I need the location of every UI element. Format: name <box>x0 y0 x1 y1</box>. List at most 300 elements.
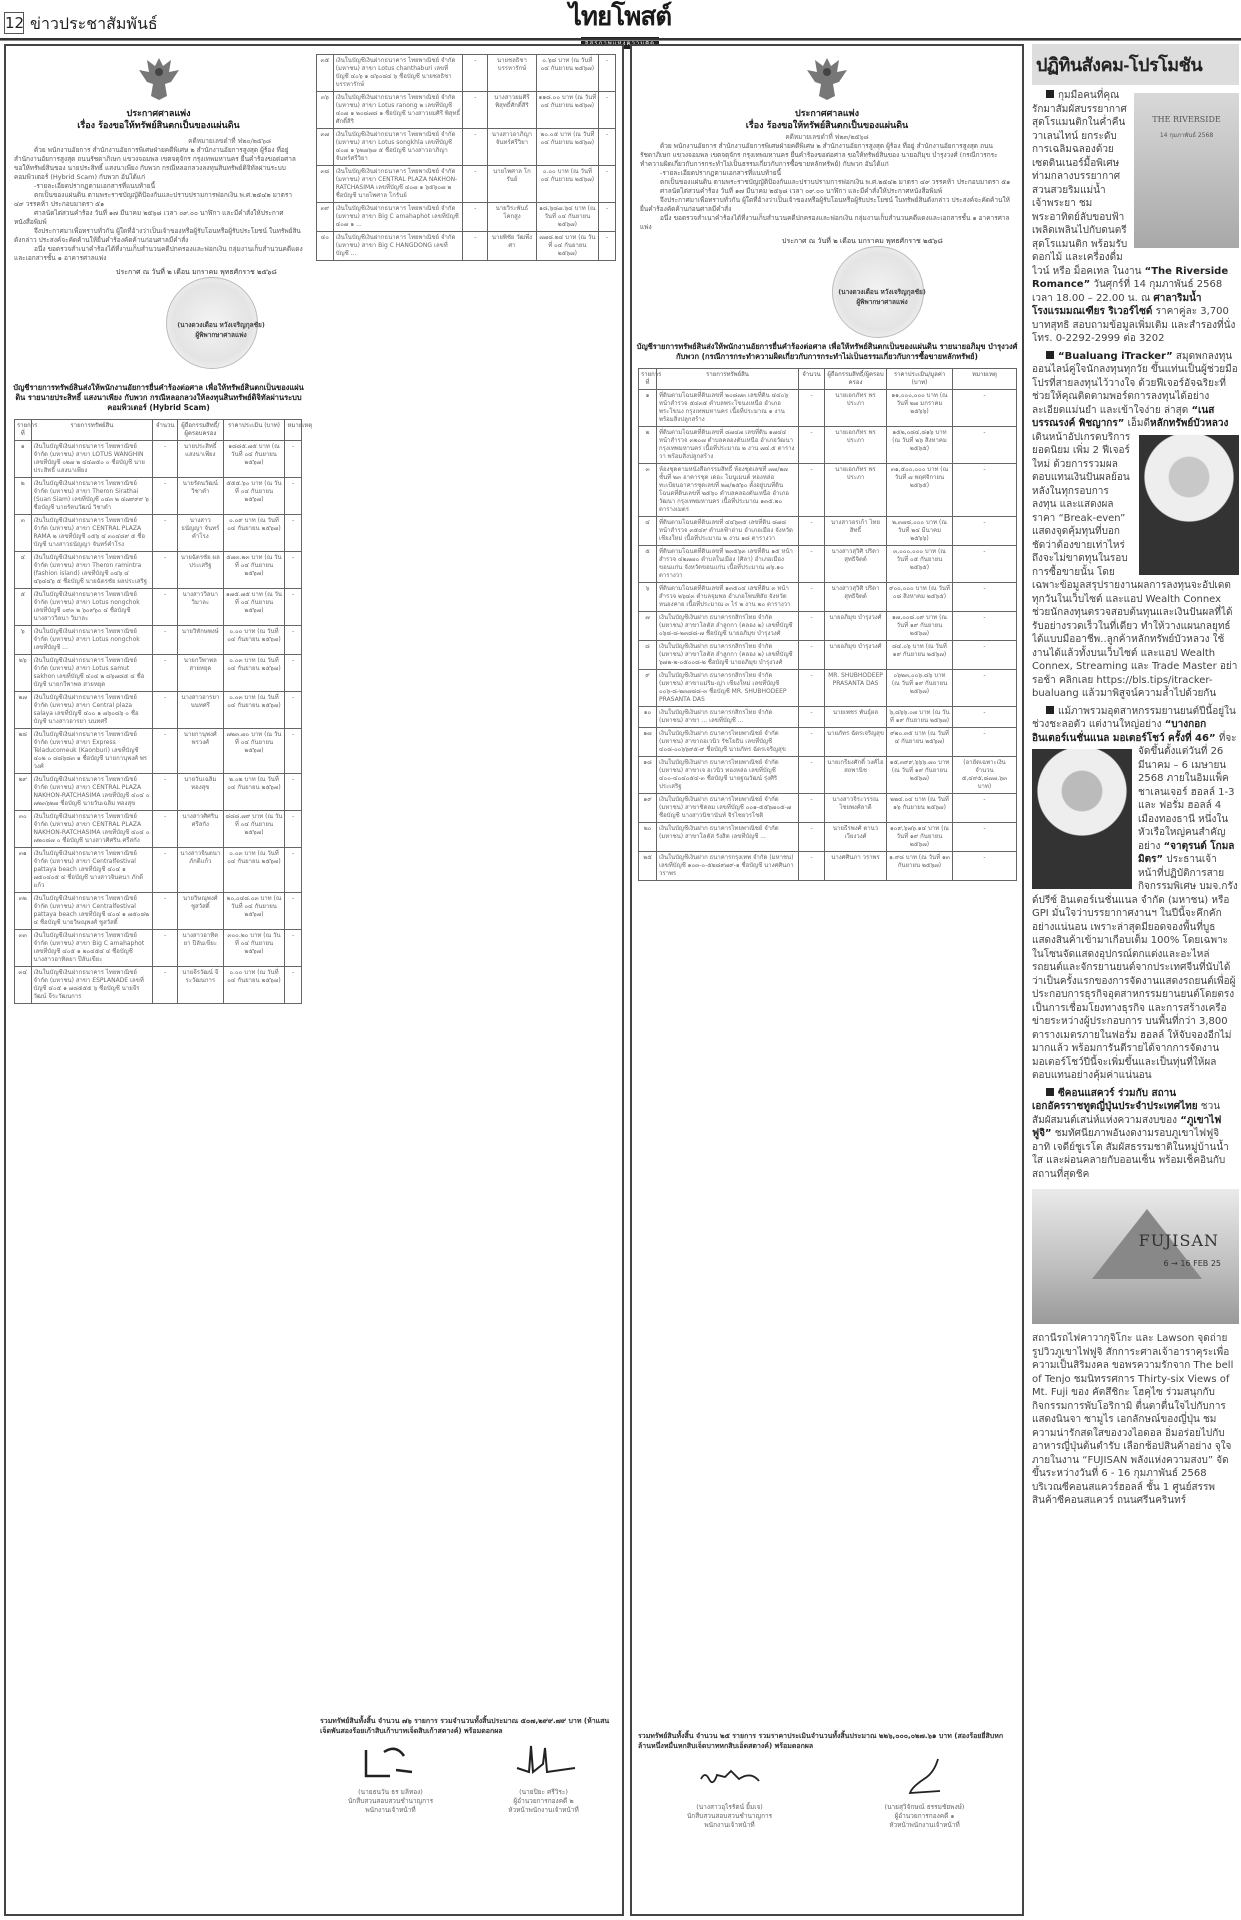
cell-owner: นายเอกภัทร พรประภา <box>825 427 887 464</box>
cell-no: ๒๖ <box>15 655 32 692</box>
col-header: จำนวน <box>153 420 178 441</box>
cell-qty: - <box>799 517 825 546</box>
col-header: ราคาประเมิน (บาท) <box>223 420 285 441</box>
signer-name: (นางสาวอุไรรัตน์ ยิ้มเจ) <box>696 1803 763 1811</box>
table-row <box>15 893 302 930</box>
cell-no: ๓๓ <box>15 930 32 967</box>
pr-text: แม้ภาพรวมอุตสาหกรรมยานยนต์ปีนี้อยู่ในช่วงชะลอตัว แต่งานใหญ่อย่าง <box>1032 705 1236 730</box>
pr-text: ชมทัศนียภาพอันงดงามรอบภูเขาไฟฟูจิ อาทิ เจดีย์ชูเรโต สัมผัสธรรมชาติในหมู่บ้านน้ำใส และผ่อนคลายกับออนเซ็น พร้อมเช็คอินกับสถานที่สุดชิค <box>1032 1128 1229 1180</box>
cell-owner: นายกวีพาพล สายหยุด <box>178 655 223 692</box>
cell-value: ๒๒๔.๐๔ บาท (ณ วันที่ ๑๖ กันยายน ๒๕๖๗) <box>887 794 953 823</box>
page-header <box>0 0 1241 42</box>
cell-note: - <box>953 464 1017 517</box>
pr-brand: “Bualuang iTracker” <box>1058 350 1173 362</box>
cell-qty: - <box>463 92 488 129</box>
signature-block <box>837 1757 1013 1830</box>
cell-owner: นายพิชัย วัฒพึ่งศา <box>488 232 536 261</box>
asset-table-right <box>638 368 1017 881</box>
signer-name: (นายสุวิจักษณ์ ธรรมชัยพงษ์) <box>884 1803 965 1811</box>
signature-icon <box>890 1757 960 1797</box>
cell-qty: - <box>153 626 178 655</box>
cell-no: ๒๗ <box>15 692 32 729</box>
cell-owner: นางสาววิลนา วิมาละ <box>178 589 223 626</box>
cell-note: - <box>285 441 302 478</box>
cell-value: ๐.๐๓ บาท (ณ วันที่ ๐๔ กันยายน ๒๕๖๗) <box>223 692 285 729</box>
table-header-row <box>639 369 1017 390</box>
cell-no: ๔ <box>639 517 657 546</box>
pr-text: เอ็มดี <box>1127 418 1151 429</box>
cell-no: ๓๒ <box>15 893 32 930</box>
pr-item-motorshow <box>1032 705 1239 1083</box>
case-ref: คดีหมายเลขดำที่ ฟ๒๓/๒๕๖๘ <box>785 133 869 141</box>
cell-no: ๒ <box>639 427 657 464</box>
cell-owner: นายธีรพงศ์ ตานวเวียงวงศ์ <box>825 823 887 852</box>
col-header: รายการทรัพย์สิน <box>657 369 799 390</box>
table-row <box>639 757 1017 794</box>
pr-text: เดินหน้าอัปเกรดบริการยอดนิยม เพิ่ม 2 ฟีเจอร์ใหม่ ด้วยการรวมผลตอบแทนเงินปันผลย้อนหลังในทุกรอบการลงทุน และแสดงผลราคา “Break-even” แสดงจุดคุ้มทุนที่บอกชัดว่าต้องขายเท่าไหร่ถึงจะไม่ขาดทุนในรอบการซื้อขายนั้น โดยเฉพาะข้อมูลสรุปรายงานผลการลงทุนจะอัปเดตทุกวันในเว็บไซต์ และแอป Wealth Connex ช่วยนักลงทุนตรวจสอบต้นทุนและเงินปันผลที่ได้รับอย่างรวดเร็วในที่เดียว ทำให้วางแผนกลยุทธ์ได้แบบมืออาชีพ..ลูกค้าหลักทรัพย์บัวหลวง ใช้งานได้แล้วทั้งบนเว็บไซต์ และแอป Wealth Connex, Streaming และ Trade Master อย่ารอช้า คลิกเลย https://bls.tips/itracker-bualuang แล้วมาพิสูจน์ความล้ำไปด้วยกัน <box>1032 431 1238 699</box>
cell-value: ๙๐๐,๐๐๐ บาท (ณ วันที่ ๐๘ สิงหาคม ๒๕๖๕) <box>887 583 953 612</box>
cell-note: - <box>285 692 302 729</box>
notice-left-col-b <box>314 46 622 1916</box>
cell-note: - <box>599 232 616 261</box>
judge-name: (นางดวงเดือน หวังเจริญกุลชัย) <box>177 321 265 329</box>
cell-item: เงินในบัญชีเงินฝาก ธนาคารกสิกรไทย จำกัด (มหาชน) สาขาโลตัส ลำลูกกา (คลอง ๒) เลขที่บัญชี ๖๗๒-๒-๐๕๐๐๘-๒ ชื่อบัญชี นายอภิมุข บำรุงวงศ์ <box>657 641 799 670</box>
notice-body-p3: ตกเป็นของแผ่นดิน ตามพระราชบัญญัติป้องกันและปราบปรามการฟอกเงิน พ.ศ.๒๕๔๒ มาตรา ๔๙ วรรคห้า ประกอบมาตรา ๕๑ <box>14 191 292 208</box>
cell-note: - <box>285 626 302 655</box>
signatures <box>314 1742 620 1815</box>
cell-qty: - <box>799 823 825 852</box>
cell-value: ๐.๐๙ บาท (ณ วันที่ ๐๔ กันยายน ๒๕๖๗) <box>223 515 285 552</box>
total-summary: รวมทรัพย์สินทั้งสิ้น จำนวน ๒๕ รายการ รวมราคาประเมินจำนวนทั้งสิ้นประมาณ ๒๒๖,๐๐๐,๐๒๗.๖๑ บาท (สองร้อยยี่สิบหกล้านหนึ่งหมื่นหกสิบเจ็ดบาทหกสิบเอ็ดสตางค์) พร้อมดอกผล <box>638 1732 1004 1750</box>
cell-item: เงินในบัญชีเงินฝาก ธนาคารกสิกรไทย จำกัด (มหาชน) สาขาโลตัส ลำลูกกา (คลอง ๒) เลขที่บัญชี ๐๖๘-๘-๒๓๘๘-๗ ชื่อบัญชี นายอภิมุข บำรุงวงศ์ <box>657 612 799 641</box>
cell-owner: นายชลธิชา บรรหารักษ์ <box>488 55 536 92</box>
cell-qty: - <box>153 893 178 930</box>
cell-value: ๑๘,๖๘๗.๖๔ บาท (ณ วันที่ ๐๔ กันยายน ๒๕๖๗) <box>536 203 599 232</box>
bullet-icon <box>1046 90 1054 98</box>
cell-value: ๐.๖๘ บาท (ณ วันที่ ๐๔ กันยายน ๒๕๖๗) <box>536 55 599 92</box>
cell-qty: - <box>153 848 178 893</box>
judge-name: (นางดวงเดือน หวังเจริญกุลชัย) <box>838 288 926 296</box>
cell-value: ๖,๘๖๖.๐๗ บาท (ณ วันที่ ๑๙ กันยายน ๒๕๖๗) <box>887 707 953 728</box>
cell-no: ๕ <box>639 546 657 583</box>
cell-item: เงินในบัญชีเงินฝาก ธนาคารไทยพาณิชย์ จำกัด (มหาชน) สาขาเจ อเวนิว ทองหล่อ เลขที่บัญชี ๔๐๐-๔๐๔๐๕๔-๓ ชื่อบัญชี นายฐณวัฒน์ รุ่งศิริประเสริฐ <box>657 757 799 794</box>
court-seal-block <box>6 263 311 383</box>
cell-note: - <box>285 552 302 589</box>
table-row <box>317 55 616 92</box>
cell-value: ๐.๐๐ บาท (ณ วันที่ ๐๔ กันยายน ๒๕๖๗) <box>536 166 599 203</box>
table-row <box>639 517 1017 546</box>
cell-note: - <box>953 517 1017 546</box>
cell-item: เงินในบัญชีเงินฝากธนาคาร ไทยพาณิชย์ จำกัด (มหาชน) สาขา Big C HANGDONG เลขที่บัญชี ... <box>333 232 463 261</box>
cell-note: - <box>599 129 616 166</box>
table-row <box>317 166 616 203</box>
garuda-emblem-icon <box>805 54 849 104</box>
cell-value: ๑๑,๐๐๐,๐๐๐ บาท (ณ วันที่ ๒๗ มกราคม ๒๕๖๖) <box>887 390 953 427</box>
riverside-poster-image <box>1134 93 1239 248</box>
cell-item: เงินในบัญชีเงินฝาก ธนาคารกสิกรไทย จำกัด (มหาชน) สาขาแม่ริม-ญ่า เชียงใหม่ เลขที่บัญชี ๐๐๖-๘-๒๓๗๘๘-๓ ชื่อบัญชี MR. SHUBHODEEP PRASANTA DAS <box>657 670 799 707</box>
cell-note: - <box>953 390 1017 427</box>
col-header: รายการที่ <box>15 420 32 441</box>
cell-value: ๑๑๘.๐๐ บาท (ณ วันที่ ๐๔ กันยายน ๒๕๖๗) <box>536 92 599 129</box>
cell-owner: นายวิทักษพงษ์ <box>178 626 223 655</box>
bullet-icon <box>1046 351 1054 359</box>
cell-note: - <box>599 203 616 232</box>
table-row <box>15 441 302 478</box>
cell-qty: - <box>463 232 488 261</box>
cell-qty: - <box>463 129 488 166</box>
pr-company: หลักทรัพย์บัวหลวง <box>1150 418 1229 429</box>
pr-person: “เนส บรรณรงค์ พิชญากร” <box>1032 404 1215 429</box>
cell-value: ๑๕,๓๙๙,๖๖๖.๗๐ บาท (ณ วันที่ ๑๙ กันยายน ๒๕๖๗) <box>887 757 953 794</box>
cell-note: - <box>953 612 1017 641</box>
cell-qty: - <box>463 203 488 232</box>
cell-note: - <box>953 794 1017 823</box>
cell-item: เงินในบัญชีเงินฝากธนาคาร ไทยพาณิชย์ จำกัด (มหาชน) สาขา Lotus songkhla เลขที่บัญชี ๔๐๗ ๑ ๖๒๗๖๗ ๕ ชื่อบัญชี นางสาวอาภิญา จันทร์ศรีวิยา <box>333 129 463 166</box>
notice-body-p6: อนึ่ง ขอตรวจสำเนาคำร้องได้ที่งานเก็บสำนวนคดีปกครองและฟอกเงิน กลุ่มงานเก็บสำนวนคดีแดงและเอกสารชั้น ๑ อาคารศาลแพ่ง <box>640 214 1010 231</box>
cell-note: - <box>953 707 1017 728</box>
cell-no: ๒๐ <box>639 823 657 852</box>
cell-item: เงินในบัญชีเงินฝากธนาคาร ไทยพาณิชย์ จำกัด (มหาชน) สาขา CENTRAL PLAZA NAKHON-RATCHASIMA เลขที่บัญชี ๔๐๗ ๑ ๖๕๖๐๗ ๒ ชื่อบัญชี นายไพศาล โกรันย์ <box>333 166 463 203</box>
cell-no: ๑ <box>639 390 657 427</box>
cell-owner: นายวันเฉลิม ทองสุข <box>178 774 223 811</box>
cell-owner: นายไพศาล โกรันย์ <box>488 166 536 203</box>
col-header: จำนวน <box>799 369 825 390</box>
poster-title: THE RIVERSIDE <box>1152 115 1221 124</box>
cell-value: ๘๘๘.๗๙ บาท (ณ วันที่ ๐๔ กันยายน ๒๕๖๗) <box>223 811 285 848</box>
cell-note: - <box>599 55 616 92</box>
cell-note: - <box>285 811 302 848</box>
table-row <box>15 552 302 589</box>
cell-note: - <box>285 848 302 893</box>
cell-value: ๓๐๐.๒๐ บาท (ณ วันที่ ๐๔ กันยายน ๒๕๖๗) <box>223 930 285 967</box>
cell-no: ๒๙ <box>15 774 32 811</box>
cell-owner: นายกานุพงศ์ พรวงศ์ <box>178 729 223 774</box>
cell-qty: - <box>799 757 825 794</box>
cell-no: ๒ <box>15 478 32 515</box>
notice-title: ประกาศศาลแพ่ง <box>126 109 191 119</box>
signatures <box>632 1757 1022 1830</box>
table-row <box>15 589 302 626</box>
pr-heading: ปฏิทินสังคม-โปรโมชัน <box>1032 44 1239 85</box>
col-header: รายการทรัพย์สิน <box>31 420 153 441</box>
pr-text: สมุดพกลงทุนออนไลน์คู่ใจนักลงทุนทุกวัย ขึ้นแท่นเป็นผู้ช่วยมือโปรที่สายลงทุนไว้วางใจ ด้วยฟีเจอร์อัจฉริยะที่ช่วยให้คุณติดตามพอร์ตการลงทุนได้อย่างละเอียดแม่นยำ และเข้าใจง่าย ล่าสุด <box>1032 350 1238 416</box>
pr-item-bualuang <box>1032 350 1239 701</box>
cell-note: - <box>953 427 1017 464</box>
cell-value: ๒๐.๐๕ บาท (ณ วันที่ ๐๔ กันยายน ๒๕๖๗) <box>536 129 599 166</box>
cell-value: ๕๗๓.๒๓ บาท (ณ วันที่ ๐๔ กันยายน ๒๕๖๗) <box>223 552 285 589</box>
asset-table-left-a <box>14 419 313 1004</box>
signer-name: (นายปิยะ ศรีวิระ) <box>519 1788 568 1796</box>
cell-qty: - <box>153 515 178 552</box>
cell-no: ๔๐ <box>317 232 334 261</box>
cell-qty: - <box>153 692 178 729</box>
table-row <box>639 612 1017 641</box>
notice-subject: เรื่อง ร้องขอให้ทรัพย์สินตกเป็นของแผ่นดิน <box>745 121 909 131</box>
col-header: หมายเหตุ <box>953 369 1017 390</box>
cell-qty: - <box>153 811 178 848</box>
cell-item: เงินในบัญชีเงินฝากธนาคาร ไทยพาณิชย์ จำกัด (มหาชน) สาขา Lotus ranong ๒ เลขที่บัญชี ๔๐๗ ๑ ๒๐๘๗๘ ๑ ชื่อบัญชี นางสาวยมศิรี พิสุทธิ์ศักดิ์สิริ <box>333 92 463 129</box>
announce-date: ประกาศ ณ วันที่ ๒ เดือน มกราคม พุทธศักราช ๒๕๖๘ <box>782 237 943 245</box>
cell-qty: - <box>153 930 178 967</box>
cell-owner: นางสาวธนัญญา จันทร์คำโรง <box>178 515 223 552</box>
cell-item: เงินในบัญชีเงินฝาก ธนาคารไทยพาณิชย์ จำกัด (มหาชน) สาขาชิดลม เลขที่บัญชี ๐๐๑-๕๕๖๗๐๕-๗ ชื่อบัญชี นางสาวนิชานันท์ จิรไชยวรโชติ <box>657 794 799 823</box>
cell-item: เงินในบัญชีเงินฝากธนาคาร ไทยพาณิชย์ จำกัด (มหาชน) สาขา LOTUS WANGHIN เลขที่บัญชี ๐๒๗ ๒ ๔๔๗๕๐ ๐ ชื่อบัญชี นายประสิทธิ์ แสงนาเพียง <box>31 441 153 478</box>
signer-title: นักสืบสวนสอบสวนชำนาญการ <box>347 1797 434 1805</box>
cell-qty: - <box>153 589 178 626</box>
notice-left-col-a <box>6 46 311 1916</box>
cell-note: - <box>285 729 302 774</box>
cell-qty: - <box>153 729 178 774</box>
table-row <box>639 583 1017 612</box>
cell-item: เงินในบัญชีเงินฝาก ธนาคารไทยพาณิชย์ จำกัด (มหาชน) สาขาโลตัส รังสิต เลขที่บัญชี ... <box>657 823 799 852</box>
cell-item: ที่ดินตามโฉนดที่ดินเลขที่ ๘๗๔๗ เลขที่ดิน ๑๗๔๔ หน้าสำรวจ ๓๒๐๗ ตำบลคลองตันเหนือ อำเภอวัฒนา กรุงเทพมหานคร เนื้อที่ประมาณ ๒ งาน ๗๔.๕ ตารางวา พร้อมสิ่งปลูกสร้าง <box>657 427 799 464</box>
cell-qty: - <box>799 641 825 670</box>
cell-owner: นายประสิทธิ์ แสงนาเพียง <box>178 441 223 478</box>
cell-no: ๓๕ <box>317 55 334 92</box>
cell-note: - <box>953 823 1017 852</box>
announce-date: ประกาศ ณ วันที่ ๒ เดือน มกราคม พุทธศักราช ๒๕๖๘ <box>116 268 277 276</box>
cell-qty: - <box>463 166 488 203</box>
cell-owner: นายเพชร พันธุ์ผล <box>825 707 887 728</box>
cell-note: - <box>285 589 302 626</box>
signer-name: (นายธนวัน ธร มลิทอง) <box>358 1788 423 1796</box>
cell-no: ๑๐ <box>639 707 657 728</box>
asset-list-title: บัญชีรายการทรัพย์สินส่งให้พนักงานอัยการยื่นคำร้องต่อศาล เพื่อให้ทรัพย์สินตกเป็นของแผ่นดิน รายนายอภิมุข บำรุงวงศ์ กับพวก (กรณีการกระทำความผิดเกี่ยวกับการกระทำไม่เป็นธรรมเกี่ยวกับการซื้อขายหลักทรัพย์) <box>636 342 1018 361</box>
cell-item: เงินในบัญชีเงินฝากธนาคาร ไทยพาณิชย์ จำกัด (มหาชน) สาขา Centralfestival pattaya beach เลขที่บัญชี ๔๐๔ ๑ ๗๕๐๘๒ ๔ ชื่อบัญชี นายวิษณุพงศ์ ชูสวัสดิ์ <box>31 893 153 930</box>
cell-note: - <box>953 546 1017 583</box>
table-row <box>639 707 1017 728</box>
col-header: รายการที่ <box>639 369 657 390</box>
cell-qty: - <box>799 464 825 517</box>
judge-title: ผู้พิพากษาศาลแพ่ง <box>856 298 908 306</box>
table-row <box>639 546 1017 583</box>
cell-owner: นายรัตนวัฒน์ วิชาดำ <box>178 478 223 515</box>
table-row <box>317 203 616 232</box>
cell-qty: - <box>153 774 178 811</box>
cell-owner: นายฉัตรชัย ผลประเสริฐ <box>178 552 223 589</box>
cell-no: ๑๘ <box>639 757 657 794</box>
total-summary: รวมทรัพย์สินทั้งสิ้น จำนวน ๗๖ รายการ รวมจำนวนทั้งสิ้นประมาณ ๕๐๗,๒๙๙.๗๙ บาท (ห้าแสนเจ็ดพันสองร้อยเก้าสิบเก้าบาทเจ็ดสิบเก้าสตางค์) พร้อมดอกผล <box>320 1717 610 1735</box>
cell-no: ๖ <box>639 583 657 612</box>
pr-venue: ศาลาริมน้ำ โรงแรมมณเฑียร ริเวอร์ไซด์ <box>1032 292 1202 317</box>
cell-item: เงินในบัญชีเงินฝากธนาคาร ไทยพาณิชย์ จำกัด (มหาชน) สาขา Theron ramintra (fashion island) เลขที่บัญชี ๐๔๖ ๔ ๔๖๔๔๖ ๕ ชื่อบัญชี นายฉัตรชัย ผลประเสริฐ <box>31 552 153 589</box>
cell-item: เงินในบัญชีเงินฝากธนาคาร ไทยพาณิชย์ จำกัด (มหาชน) สาขา Lotus chanthaburi เลขที่บัญชี ๔๐๖ ๑ ๘๖๐๘๔ ๖ ชื่อบัญชี นายชลธิชา บรรหารักษ์ <box>333 55 463 92</box>
col-header: ผู้ถือกรรมสิทธิ์/ผู้ครอบครอง <box>178 420 223 441</box>
cell-item: ห้องชุดตามหนังสือกรรมสิทธิ์ ห้องชุดเลขที่ ๗๗/๒๗ ชั้นที่ ๒๓ อาคารชุด เดอะ โมนูเมนต์ ทองหล่อ ทะเบียนอาคารชุดเลขที่ ๒๗/๒๕๖๐ ตั้งอยู่บนที่ดินโฉนดที่ดินเลขที่ ๒๕๖๐ ตำบลคลองตันเหนือ อำเภอวัฒนา กรุงเทพมหานคร เนื้อที่ประมาณ ๑๓๕.๒๐ ตารางเมตร <box>657 464 799 517</box>
cell-owner: นายจีรวัฒน์ จีระวัฒนการ <box>178 967 223 1004</box>
table-row <box>639 794 1017 823</box>
cell-qty: - <box>799 707 825 728</box>
cell-item: เงินในบัญชีเงินฝากธนาคาร ไทยพาณิชย์ จำกัด (มหาชน) สาขา Centralfestival pattaya beach เลขที่บัญชี ๔๐๔ ๑ ๗๕๐๔๐๕ ๔ ชื่อบัญชี นางสาวจินตนา ภักดีแก้ว <box>31 848 153 893</box>
cell-value: ๙๒๐.๓๕ บาท (ณ วันที่ ๔ กันยายน ๒๕๖๗) <box>887 728 953 757</box>
pr-text: วันศุกร์ที่ 14 กุมภาพันธ์ 2568 เวลา 18.00 – 22.00 น. ณ <box>1032 279 1223 304</box>
fujisan-event-image <box>1032 1189 1239 1324</box>
signer-role: หัวหน้าพนักงานเจ้าหน้าที่ <box>889 1821 960 1829</box>
cell-no: ๓๙ <box>317 203 334 232</box>
cell-no: ๔ <box>15 552 32 589</box>
pr-text: ราคาคู่ละ 3,700 บาทสุทธิ สอบถามข้อมูลเพิ่มเติม และสำรองที่นั่ง โทร. 0-2292-2999 ต่อ 3202 <box>1032 306 1236 344</box>
court-seal-block <box>632 232 1022 342</box>
table-row <box>639 728 1017 757</box>
table-row <box>639 464 1017 517</box>
cell-value: ๑๐๙,๖๗๖.๑๔ บาท (ณ วันที่ ๑๙ กันยายน ๒๕๖๗) <box>887 823 953 852</box>
cell-value: ๑๗๕.๗๕ บาท (ณ วันที่ ๐๔ กันยายน ๒๕๖๗) <box>223 589 285 626</box>
table-row <box>15 774 302 811</box>
cell-qty: - <box>799 794 825 823</box>
cell-note: - <box>953 583 1017 612</box>
cell-no: ๒๕ <box>639 852 657 881</box>
cell-item: เงินในบัญชีเงินฝากธนาคาร ไทยพาณิชย์ จำกัด (มหาชน) สาขา CENTRAL PLAZA RAMA ๒ เลขที่บัญชี ๐๕๖ ๔ ๓๐๔๘๙ ๕ ชื่อบัญชี นางสาวธนัญญา จันทร์คำโรง <box>31 515 153 552</box>
cell-owner: นางสาวจินตนา ภักดีแก้ว <box>178 848 223 893</box>
cell-value: ๕๕๕.๖๐ บาท (ณ วันที่ ๐๔ กันยายน ๒๕๖๗) <box>223 478 285 515</box>
cell-item: เงินในบัญชีเงินฝากธนาคาร ไทยพาณิชย์ จำกัด (มหาชน) สาขา Big C amahaphot เลขที่บัญชี ๔๐๕ ๑ ๒๐๔๕๔ ๔ ชื่อบัญชี นางสาวอาทิตยา ปีลันเขียะ <box>31 930 153 967</box>
cell-owner: นายวิษณุพงศ์ ชูสวัสดิ์ <box>178 893 223 930</box>
section-title: ข่าวประชาสัมพันธ์ <box>30 14 158 33</box>
cell-owner: นางสาวอาทิตยา ปีลันเขียะ <box>178 930 223 967</box>
cell-value: ๐.๐๓ บาท (ณ วันที่ ๐๔ กันยายน ๒๕๖๗) <box>223 848 285 893</box>
pr-item-fujisan <box>1032 1087 1239 1508</box>
cell-item: เงินในบัญชีเงินฝากธนาคาร ไทยพาณิชย์ จำกัด (มหาชน) สาขา Lotus nongchok เลขที่บัญชี ๐๙๓ ๒ ๖๐๙๖๐ ๔ ชื่อบัญชี นางสาววิลนา วิมาละ <box>31 589 153 626</box>
notice-body-p6: อนึ่ง ขอตรวจสำเนาคำร้องได้ที่งานเก็บสำนวนคดีปกครองและฟอกเงิน กลุ่มงานเก็บสำนวนคดีแดงและเอกสารชั้น ๑ อาคารศาลแพ่ง <box>14 245 303 262</box>
cell-qty: - <box>799 728 825 757</box>
cell-item: เงินในบัญชีเงินฝากธนาคาร ไทยพาณิชย์ จำกัด (มหาชน) สาขา Express Teladucomeuk (Kaonburi) เลขที่บัญชี ๔๐๒ ๐ ๘๘๖๘๓ ๑ ชื่อบัญชี นายกานุพงศ์ พรวงศ์ <box>31 729 153 774</box>
cell-value: ๐.๐๐ บาท (ณ วันที่ ๐๔ กันยายน ๒๕๖๗) <box>223 626 285 655</box>
signer-title: ผู้อำนวยการกองคดี ๑ <box>894 1812 955 1820</box>
cell-item: เงินในบัญชีเงินฝาก ธนาคารไทยพาณิชย์ จำกัด (มหาชน) สาขาถอเวนิว รัชโยธิน เลขที่บัญชี ๔๐๘-๐๐๖๖๙๕-๙ ชื่อบัญชี นายภัทร ฉัตรเจริญสุข <box>657 728 799 757</box>
cell-owner: นางสาวอาภิญา จันทร์ศรีวิยา <box>488 129 536 166</box>
cell-value: ๑๘๘๕.๗๕ บาท (ณ วันที่ ๐๔ กันยายน ๒๕๖๗) <box>223 441 285 478</box>
cell-qty: - <box>153 967 178 1004</box>
pr-event: “The Riverside Romance” <box>1032 265 1229 290</box>
cell-item: เงินในบัญชีเงินฝาก ธนาคารกรุงเทพ จำกัด (มหาชน) เลขที่บัญชี ๑๐๓-๐-๕๒๘๙๗๙-๑ ชื่อบัญชี นางศศินภา วราพร <box>657 852 799 881</box>
cell-value: ๗๗๘.๒๔ บาท (ณ วันที่ ๐๔ กันยายน ๒๕๖๗) <box>536 232 599 261</box>
table-row <box>15 729 302 774</box>
cell-owner: นายภัทร ฉัตรเจริญสุข <box>825 728 887 757</box>
signer-title: ผู้อำนวยการกองคดี ๒ <box>513 1797 574 1805</box>
cell-no: ๓๗ <box>317 129 334 166</box>
signer-role: หัวหน้าพนักงานเจ้าหน้าที่ <box>508 1806 579 1814</box>
signer-role: พนักงานเจ้าหน้าที่ <box>365 1806 416 1814</box>
notice-left <box>4 44 624 1916</box>
col-header: ผู้ถือกรรมสิทธิ์/ผู้ครอบครอง <box>825 369 887 390</box>
cell-no: ๖ <box>15 626 32 655</box>
pr-person: “จาตุรนต์ โกมลมิตร” <box>1138 840 1235 865</box>
garuda-emblem-icon <box>137 54 181 104</box>
cell-item: เงินในบัญชีเงินฝากธนาคาร ไทยพาณิชย์ จำกัด (มหาชน) สาขา Lotus samut sakhon เลขที่บัญชี ๔๐๔ ๒ ๘๖๗๘๕ ๔ ชื่อบัญชี นายกวีพาพล สายหยุด <box>31 655 153 692</box>
cell-item: เงินในบัญชีเงินฝากธนาคาร ไทยพาณิชย์ จำกัด (มหาชน) สาขา CENTRAL PLAZA NAKHON-RATCHASIMA เลขที่บัญชี ๔๐๔ ๐ ๗๒๓๖๒๗ ชื่อบัญชี นายวันเฉลิม ทองสุข <box>31 774 153 811</box>
judge-title: ผู้พิพากษาศาลแพ่ง <box>195 331 247 339</box>
cell-value: ๐.๐๓ บาท (ณ วันที่ ๐๔ กันยายน ๒๕๖๗) <box>223 655 285 692</box>
notice-body-p3: ตกเป็นของแผ่นดิน ตามพระราชบัญญัติป้องกันและปราบปรามการฟอกเงิน พ.ศ.๒๕๔๒ มาตรา ๔๙ วรรคห้า ประกอบมาตรา ๕๑ <box>660 178 1011 186</box>
cell-qty: - <box>799 612 825 641</box>
newspaper-logo <box>550 2 690 49</box>
signature-block <box>322 1742 460 1815</box>
cell-value: ๑๕๒,๐๘๔,๘๑๖ บาท (ณ วันที่ ๒๖ สิงหาคม ๒๕๖๕) <box>887 427 953 464</box>
cell-qty: - <box>463 55 488 92</box>
table-row <box>639 427 1017 464</box>
notice-body-p4: ศาลนัดไต่สวนคำร้อง วันที่ ๑๗ มีนาคม ๒๕๖๘ เวลา ๐๙.๐๐ นาฬิกา และมีคำสั่งให้ประกาศหนังสือพิมพ์ <box>14 209 284 226</box>
executive-photo <box>1032 749 1132 889</box>
cell-note: - <box>285 893 302 930</box>
bullet-icon <box>1046 1088 1054 1096</box>
signature-icon <box>695 1757 765 1797</box>
table-row <box>15 626 302 655</box>
notice-body-p1: ด้วย พนักงานอัยการ สำนักงานอัยการพิเศษฝ่ายคดีพิเศษ ๒ สำนักงานอัยการสูงสุด ผู้ร้อง ที่อยู่ สำนักงานอัยการสูงสุด ถนนรัชดาภิเษก แขวงจอมพล เขตจตุจักร กรุงเทพมหานคร ยื่นคำร้องขอต่อศาล ขอให้ทรัพย์สินของ นายอภิมุข บำรุงวงศ์ (กรณีการกระทำความผิดเกี่ยวกับการกระทำไม่เป็นธรรมเกี่ยวกับการซื้อขายหลักทรัพย์) กับพวก อันได้แก่ <box>640 142 998 168</box>
case-ref: คดีหมายเลขดำที่ ฟ๒๐/๒๕๖๘ <box>188 137 271 145</box>
table-header-row <box>15 420 302 441</box>
col-header: ราคาประเมิน/มูลค่า (บาท) <box>887 369 953 390</box>
table-row <box>15 478 302 515</box>
notice-body-p5: จึงประกาศมาเพื่อทราบทั่วกัน ผู้ใดที่อ้างว่าเป็นเจ้าของหรือผู้รับโอนหรือผู้รับประโยชน์ ในทรัพย์สินดังกล่าว ประสงค์จะคัดค้านให้ยื่นคำร้องคัดค้านก่อนศาลมีคำสั่ง <box>14 227 301 244</box>
cell-no: ๙ <box>639 670 657 707</box>
cell-no: ๓๖ <box>317 92 334 129</box>
signer-title: นักสืบสวนสอบสวนชำนาญการ <box>686 1812 773 1820</box>
cell-qty: - <box>153 552 178 589</box>
cell-qty: - <box>153 441 178 478</box>
cell-value: ๓๑,๕๐๐,๐๐๐ บาท (ณ วันที่ ๗ พฤศจิกายน ๒๕๖๕) <box>887 464 953 517</box>
cell-qty: - <box>799 427 825 464</box>
pr-item-riverside <box>1032 89 1239 346</box>
cell-note: - <box>285 655 302 692</box>
notice-title: ประกาศศาลแพ่ง <box>794 109 859 119</box>
cell-note: - <box>953 641 1017 670</box>
cell-note: - <box>285 967 302 1004</box>
cell-note: - <box>953 852 1017 881</box>
cell-note: - <box>599 92 616 129</box>
cell-no: ๒๘ <box>15 729 32 774</box>
cell-item: ที่ดินตามโฉนดที่ดินเลขที่ ๑๓๕๐๔ เลขที่ดิน ๓ หน้าสำรวจ ๒๖๔๓ ตำบลจุมพล อำเภอโพนพิสัย จังหวัดหนองคาย เนื้อที่ประมาณ ๓ ไร่ ๒ งาน ๒๐ ตารางวา <box>657 583 799 612</box>
cell-no: ๓๘ <box>317 166 334 203</box>
pr-event: “ภูเขาไฟฟูจิ” <box>1032 1114 1222 1139</box>
cell-note: - <box>953 728 1017 757</box>
cell-qty: - <box>153 478 178 515</box>
signature-block <box>642 1757 818 1830</box>
fujisan-dates: 6 → 16 FEB 25 <box>1163 1259 1221 1268</box>
cell-item: เงินในบัญชีเงินฝากธนาคาร ไทยพาณิชย์ จำกัด (มหาชน) สาขา CENTRAL PLAZA NAKHON-RATCHASIMA เลขที่บัญชี ๔๐๔ ๐ ๗๒๐๘๗ ๐ ชื่อบัญชี นางสาวศิศริน ศรีสกัง <box>31 811 153 848</box>
cell-no: ๑๗ <box>639 728 657 757</box>
table-row <box>15 515 302 552</box>
cell-item: เงินในบัญชีเงินฝากธนาคาร ไทยพาณิชย์ จำกัด (มหาชน) สาขา Big C amahaphot เลขที่บัญชี ๔๐๗ ๑ ... <box>333 203 463 232</box>
cell-qty: - <box>799 583 825 612</box>
cell-item: เงินในบัญชีเงินฝากธนาคาร ไทยพาณิชย์ จำกัด (มหาชน) สาขา Lotus nongchok เลขที่บัญชี ... <box>31 626 153 655</box>
table-row <box>639 641 1017 670</box>
notice-body-p5: จึงประกาศมาเพื่อทราบทั่วกัน ผู้ใดที่อ้างว่าเป็นเจ้าของหรือผู้รับโอนหรือผู้รับประโยชน์ ในทรัพย์สินดังกล่าว ประสงค์จะคัดค้านให้ยื่นคำร้องคัดค้านก่อนศาลมีคำสั่ง <box>640 196 1010 213</box>
cell-no: ๘ <box>639 641 657 670</box>
cell-value: ๘๔.๐๖ บาท (ณ วันที่ ๑๙ กันยายน ๒๕๖๗) <box>887 641 953 670</box>
pr-text: ที่จะจัดขึ้นตั้งแต่วันที่ 26 มีนาคม – 6 เมษายน 2568 ภายในอิมแพ็ค ชาเลนเจอร์ ฮอลล์ 1-3 และ ฟอรั่ม ฮอลล์ 4 เมืองทองธานี หนึ่งในหัวเรือใหญ่คนสำคัญอย่าง <box>1138 732 1237 852</box>
cell-value: ๓,๐๐๐,๐๐๐ บาท (ณ วันที่ ๐๕ กันยายน ๒๕๖๕) <box>887 546 953 583</box>
cell-value: ๑๗,๐๐๘.๐๙ บาท (ณ วันที่ ๑๙ กันยายน ๒๕๖๗) <box>887 612 953 641</box>
cell-note: - <box>285 930 302 967</box>
table-row <box>639 390 1017 427</box>
table-row <box>639 670 1017 707</box>
cell-owner: นางสาวจิระวรรณ ไชยพงศ์ลาดี <box>825 794 887 823</box>
logo-text: ไทยโพสต์ <box>568 1 672 31</box>
notice-subject: เรื่อง ร้องขอให้ทรัพย์สินตกเป็นของแผ่นดิน <box>77 121 240 131</box>
pr-org: ซีคอนแสควร์ ร่วมกับ สถานเอกอัครราชทูตญี่ปุ่นประจำประเทศไทย <box>1032 1087 1198 1112</box>
cell-item: ที่ดินตามโฉนดที่ดินเลขที่ ๒๐๘๗๓ เลขที่ดิน ๔๔๐๖ หน้าสำรวจ ๕๔๓๕ ตำบลพระโขนงเหนือ อำเภอพระโขนง กรุงเทพมหานคร เนื้อที่ประมาณ ๑ งาน พร้อมสิ่งปลูกสร้าง <box>657 390 799 427</box>
cell-value: ๒.๐๒ บาท (ณ วันที่ ๐๔ กันยายน ๒๕๖๗) <box>223 774 285 811</box>
notice-body-p2: -รายละเอียดปรากฏตามเอกสารที่แนบท้ายนี้ <box>660 169 782 177</box>
pr-text: กุมมือคนที่คุณรักมาสัมผัสบรรยากาศสุดโรแมนติกในค่ำคืนวาเลนไทน์ ยกระดับการเฉลิมฉลองด้วยเซตดินเนอร์มื้อพิเศษ ท่ามกลางบรรยากาศสวนสวยริมแม่น้ำเจ้าพระยา ชมพระอาทิตย์ลับขอบฟ้า เพลิดเพลินไปกับดนตรีสุดโรแมนติก พร้อมรับดอกไม้ และเครื่องดื่ม ไวน์ หรือ ม็อคเทล ในงาน <box>1032 90 1142 277</box>
cell-owner: นางศศินภา วราพร <box>825 852 887 881</box>
cell-qty: - <box>799 852 825 881</box>
cell-value: ๗๒๓.๗๐ บาท (ณ วันที่ ๐๔ กันยายน ๒๕๖๗) <box>223 729 285 774</box>
cell-owner: MR. SHUBHODEEP PRASANTA DAS <box>825 670 887 707</box>
cell-value: ๒,๓๗๘,๐๐๐ บาท (ณ วันที่ ๒๔ มีนาคม ๒๕๖๖) <box>887 517 953 546</box>
cell-no: ๕ <box>15 589 32 626</box>
header-rule <box>0 38 1241 41</box>
